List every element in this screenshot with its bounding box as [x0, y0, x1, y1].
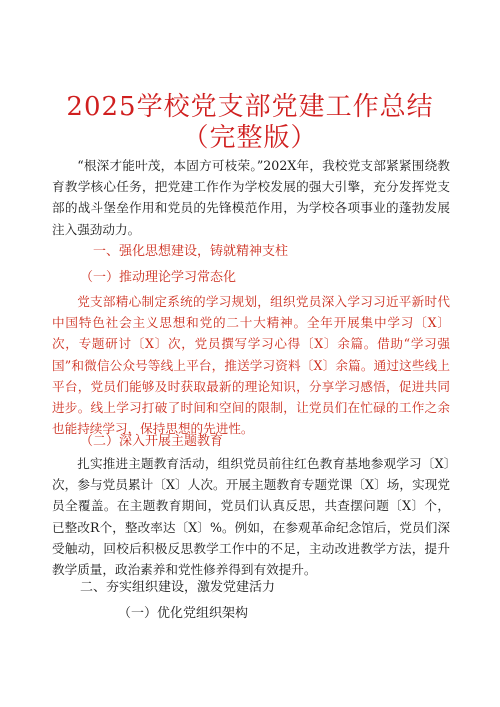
section-2-heading: 二、夯实组织建设，激发党建活力	[80, 580, 276, 595]
document-title: 2025学校党支部党建工作总结	[66, 92, 434, 122]
section-1-paragraph-2: 扎实推进主题教育活动，组织党员前往红色教育基地参观学习〔X〕次，参与党员累计〔X〕人次。开展主题教育专题党课〔X〕场，实现党员全覆盖。在主题教育期间，党员们认真反思，共查摆问题〔X〕个，已整改R个，整改率达〔X〕%。例如，在参观革命纪念馆后，党员们深受触动，回校后积极反思教学工作中的不足，主动改进教学方法，提升教学质量，政治素养和党性修养得到有效提升。	[52, 456, 450, 578]
section-1-subheading-1: （一）推动理论学习常态化	[80, 270, 237, 285]
section-1-paragraph-1: 党支部精心制定系统的学习规划，组织党员深入学习习近平新时代中国特色社会主义思想和党的二十大精神。全年开展集中学习〔X〕次，专题研讨〔X〕次，党员撰写学习心得〔X〕余篇。借助“学习强国”和微信公众号等线上平台，推送学习资料〔X〕余篇。通过这些线上平台，党员们能够及时获取最新的理论知识，分享学习感悟，促进共同进步。线上学习打破了时间和空间的限制，让党员们在忙碌的工作之余也能持续学习，保持思想的先进性。	[52, 294, 450, 437]
section-1-heading: 一、强化思想建设，铸就精神支柱	[93, 244, 289, 259]
section-1-subheading-2: （二）深入开展主题教育	[80, 434, 224, 449]
intro-paragraph: “根深才能叶茂，本固方可枝荣。”202X年，我校党支部紧紧围绕教育教学核心任务，把党建工作作为学校发展的强大引擎，充分发挥党支部的战斗堡垒作用和党员的先锋模范作用，为学校各项事业的蓬勃发展注入强劲动力。	[52, 158, 450, 237]
section-2-subheading-1: （一）优化党组织架构	[118, 606, 249, 621]
document-subtitle: （完整版）	[182, 123, 318, 153]
